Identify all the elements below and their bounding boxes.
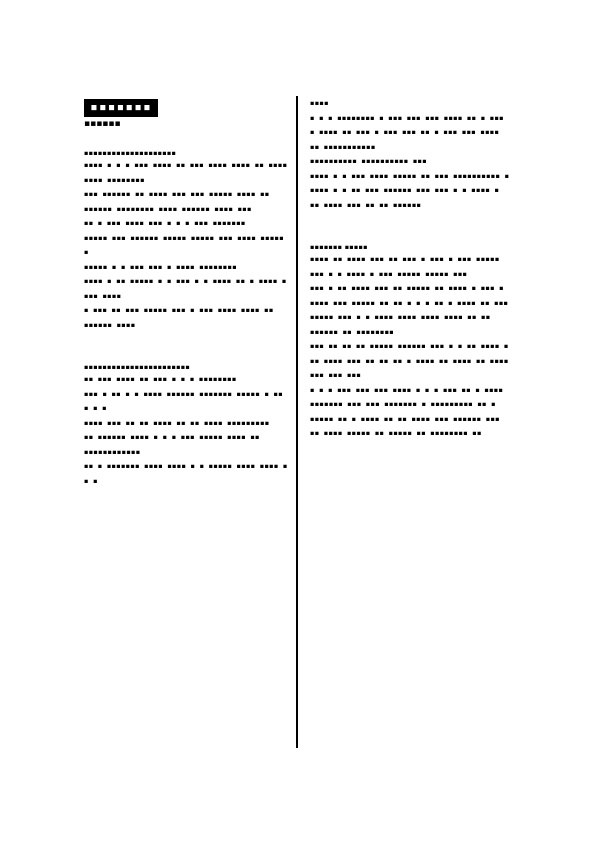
paragraph: ▪▪▪ ▪ ▪▪ ▪ ▪ ▪▪▪▪ ▪▪▪▪▪▪ ▪▪▪▪▪▪▪ ▪▪▪▪▪ ▪ ▪▪ ▪ ▪ ▪ [84, 389, 283, 412]
document-header-label: ▪▪▪▪▪▪▪ [84, 99, 158, 117]
paragraph: ▪▪▪▪▪▪▪▪▪▪ ▪▪▪▪▪▪▪▪▪▪ ▪▪▪ [310, 157, 427, 165]
paragraph: ▪▪▪ ▪ ▪▪ ▪▪▪▪ ▪▪▪ ▪▪ ▪▪▪▪▪ ▪▪ ▪▪▪▪ ▪ ▪▪▪ ▪ ▪▪▪▪ ▪▪▪ ▪▪▪▪▪ ▪▪ ▪▪ ▪ ▪ ▪ ▪▪ ▪ ▪▪▪▪ ▪▪ ▪▪▪ [310, 284, 509, 307]
paragraph: ▪▪ ▪ ▪▪▪▪▪▪▪ ▪▪▪▪ ▪▪▪▪ ▪ ▪ ▪▪▪▪▪ ▪▪▪▪ ▪▪▪▪ ▪ ▪ ▪ [84, 462, 288, 485]
section-heading-2: ▪▪▪▪▪▪▪▪▪▪▪▪▪▪▪▪▪▪▪▪▪▪▪ [84, 363, 190, 371]
paragraph: ▪▪▪▪ ▪ ▪ ▪ ▪▪▪ ▪▪▪▪ ▪▪ ▪▪▪ ▪▪▪▪ ▪▪▪▪ ▪▪ ▪▪▪▪ ▪▪▪▪ ▪▪▪▪▪▪▪▪ [84, 161, 288, 184]
column-divider [296, 96, 298, 748]
paragraph: ▪▪▪▪ ▪▪ ▪▪▪▪ ▪▪▪ ▪▪ ▪▪▪ ▪ ▪▪▪ ▪ ▪▪▪ ▪▪▪▪▪ ▪▪▪ ▪ ▪ ▪▪▪▪ ▪ ▪▪▪ ▪▪▪▪▪ ▪▪▪▪▪ ▪▪▪ [310, 255, 500, 278]
paragraph: ▪▪ ▪▪▪ ▪▪▪▪ ▪▪ ▪▪▪ ▪ ▪ ▪ ▪▪▪▪▪▪▪▪ [84, 375, 237, 383]
paragraph: ▪▪▪ ▪▪ ▪▪ ▪▪ ▪▪▪▪▪ ▪▪▪▪▪▪ ▪▪▪ ▪ ▪ ▪▪ ▪▪▪▪ ▪ ▪▪ ▪▪▪▪ ▪▪▪ ▪▪ ▪▪ ▪▪ ▪ ▪▪▪▪ ▪▪ ▪▪▪▪ ▪▪ ▪▪▪▪ ▪▪▪ ▪▪▪ ▪▪▪ [310, 342, 509, 379]
paragraph: ▪ ▪▪▪ ▪▪ ▪▪▪ ▪▪▪▪▪ ▪▪▪ ▪ ▪▪▪ ▪▪▪▪ ▪▪▪▪ ▪▪ ▪▪▪▪▪▪ ▪▪▪▪ [84, 306, 274, 329]
section-heading-1: ▪▪▪▪▪▪▪▪▪▪▪▪▪▪▪▪▪▪▪▪ [84, 149, 177, 157]
paragraph: ▪▪ ▪▪▪▪▪▪ ▪▪▪▪ ▪ ▪ ▪ ▪▪▪ ▪▪▪▪▪ ▪▪▪▪ ▪▪ ▪▪▪▪▪▪▪▪▪▪▪▪ [84, 433, 260, 456]
paragraph: ▪ ▪ ▪ ▪▪▪ ▪▪▪ ▪▪▪ ▪▪▪▪ ▪ ▪ ▪ ▪▪▪ ▪▪ ▪ ▪▪▪▪ ▪▪▪▪▪▪▪ ▪▪▪ ▪▪▪ ▪▪▪▪▪▪▪ ▪ ▪▪▪▪▪▪▪▪▪ ▪▪ ▪ [310, 385, 504, 408]
paragraph: ▪▪▪▪ ▪ ▪ ▪▪▪ ▪▪▪▪ ▪▪▪▪▪ ▪▪ ▪▪▪ ▪▪▪▪▪▪▪▪▪▪ ▪ ▪▪▪▪ ▪ ▪ ▪▪ ▪▪▪ ▪▪▪▪▪▪ ▪▪▪ ▪▪▪ ▪ ▪ ▪▪▪▪ ▪ ▪▪ ▪▪▪▪ ▪▪▪ ▪▪ ▪▪ ▪▪▪▪▪▪ [310, 171, 510, 209]
paragraph: ▪▪▪▪ ▪▪▪ ▪▪ ▪▪ ▪▪▪▪ ▪▪ ▪▪ ▪▪▪▪ ▪▪▪▪▪▪▪▪▪ [84, 418, 270, 427]
paragraph: ▪ ▪ ▪ ▪▪▪▪▪▪▪▪ ▪ ▪▪▪ ▪▪▪ ▪▪▪ ▪▪▪▪ ▪▪ ▪ ▪▪▪ ▪ ▪▪▪▪ ▪▪ ▪▪▪ ▪ ▪▪▪ ▪▪▪ ▪▪ ▪ ▪▪▪ ▪▪▪ ▪▪▪▪ ▪▪ ▪▪▪▪▪▪▪▪▪▪▪ [310, 113, 504, 151]
paragraph: ▪▪▪▪▪ ▪▪▪ ▪ ▪ ▪▪▪▪ ▪▪▪▪ ▪▪▪▪ ▪▪▪▪ ▪▪ ▪▪ ▪▪▪▪▪▪ ▪▪ ▪▪▪▪▪▪▪▪ [310, 313, 491, 336]
paragraph: ▪▪ ▪ ▪▪▪ ▪▪▪▪ ▪▪▪ ▪ ▪ ▪ ▪▪▪ ▪▪▪▪▪▪▪ [84, 219, 246, 227]
paragraph: ▪▪▪▪▪ ▪▪▪ ▪▪▪▪▪▪ ▪▪▪▪▪ ▪▪▪▪▪ ▪▪▪ ▪▪▪▪ ▪▪▪▪▪ ▪ [84, 233, 284, 256]
paragraph: ▪▪▪ ▪▪▪▪▪▪ ▪▪ ▪▪▪▪ ▪▪▪ ▪▪▪ ▪▪▪▪▪ ▪▪▪▪ ▪▪ ▪▪▪▪▪▪ ▪▪▪▪▪▪▪▪ ▪▪▪▪ ▪▪▪▪▪▪ ▪▪▪▪ ▪▪▪ [84, 190, 270, 213]
right-column [310, 96, 510, 441]
paragraph: ▪▪▪▪ ▪ ▪▪ ▪▪▪▪▪ ▪ ▪ ▪▪▪ ▪ ▪ ▪▪▪▪ ▪▪ ▪ ▪▪▪▪ ▪ ▪▪▪ ▪▪▪▪ [84, 277, 287, 300]
left-column [84, 96, 290, 488]
section-heading-3: ▪▪▪▪▪▪▪ ▪▪▪▪▪ [310, 243, 368, 251]
paragraph: ▪▪▪▪▪ ▪▪ ▪ ▪▪▪▪ ▪▪ ▪▪ ▪▪▪▪ ▪▪▪ ▪▪▪▪▪▪ ▪▪▪ ▪▪ ▪▪▪▪ ▪▪▪▪▪ ▪▪ ▪▪▪▪▪ ▪▪ ▪▪▪▪▪▪▪▪ ▪▪ [310, 414, 500, 437]
document-subtitle: ▪▪▪▪▪▪ [84, 119, 121, 129]
paragraph-continued: ▪▪▪▪ [310, 99, 329, 107]
paragraph: ▪▪▪▪▪ ▪ ▪ ▪▪▪ ▪▪▪ ▪ ▪▪▪▪ ▪▪▪▪▪▪▪▪ [84, 262, 237, 271]
